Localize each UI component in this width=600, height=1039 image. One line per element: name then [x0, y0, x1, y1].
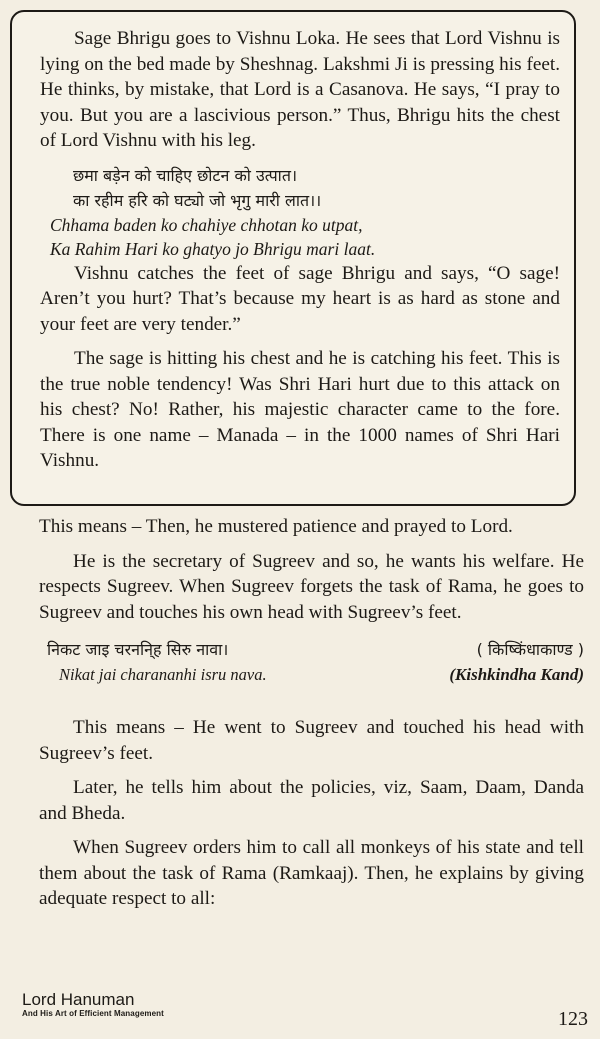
main-paragraph-2: He is the secretary of Sugreev and so, he wants his welfare. He respects Sugreev. When Sugreev forgets the task of Rama, he goes to Sugreev and touches his own head with Sugreev’s feet.	[39, 550, 584, 623]
main-paragraph-5: When Sugreev orders him to call all monkeys of his state and tell them about the task of Rama (Ramkaaj). Then, he explains by giving adequate respect to all:	[39, 837, 584, 909]
main-paragraph-1: This means – Then, he mustered patience and prayed to Lord.	[39, 516, 513, 537]
main-paragraph-4: Later, he tells him about the policies, viz, Saam, Daam, Danda and Bheda.	[39, 777, 584, 824]
book-title: Lord Hanuman	[22, 990, 135, 1009]
verse-source: (Kishkindha Kand)	[449, 665, 584, 684]
hindi-verse-line-1: छमा बड़ेन को चाहिए छोटन को उत्पात।	[73, 165, 298, 185]
main-text	[39, 514, 584, 912]
transliteration-row	[39, 663, 584, 687]
hindi-verse-row	[39, 637, 584, 663]
hindi-verse: निकट जाइ चरननि्ह सिरु नावा।	[47, 640, 229, 659]
main-paragraph-3: This means – He went to Sugreev and touched his head with Sugreev’s feet.	[39, 717, 584, 764]
box-paragraph-1: Sage Bhrigu goes to Vishnu Loka. He sees that Lord Vishnu is lying on the bed made by Sheshnag. Lakshmi Ji is pressing his feet. He thinks, by mistake, that Lord is a Casanova. He says, “I pray to you. But you are a lascivious person.” Thus, Bhrigu hits the chest of Lord Vishnu with his leg.	[40, 28, 560, 151]
page-number: 123	[558, 1008, 588, 1030]
book-subtitle: And His Art of Efficient Management	[22, 1009, 164, 1018]
transliteration-line-1: Chhama baden ko chahiye chhotan ko utpat,	[50, 214, 363, 235]
hindi-source: ( किष्किंधाकाण्ड )	[476, 640, 584, 659]
hindi-verse-line-2: का रहीम हरि को घट्यो जो भृगु मारी लात।।	[73, 190, 322, 210]
box-paragraph-2: Vishnu catches the feet of sage Bhrigu and says, “O sage! Aren’t you hurt? That’s because my heart is as hard as stone and your feet are very tender.”	[40, 262, 560, 335]
transliteration-line-2: Ka Rahim Hari ko ghatyo jo Bhrigu mari laat.	[50, 238, 376, 259]
story-box	[10, 10, 576, 506]
transliteration-verse: Nikat jai charananhi isru nava.	[59, 665, 267, 684]
box-paragraph-3: The sage is hitting his chest and he is catching his feet. This is the true noble tendency! Was Shri Hari hurt due to this attack on his chest? No! Rather, his majestic character came to the fore. There is one name – Manada – in the 1000 names of Shri Hari Vishnu.	[40, 348, 560, 471]
page-footer	[22, 990, 588, 1030]
